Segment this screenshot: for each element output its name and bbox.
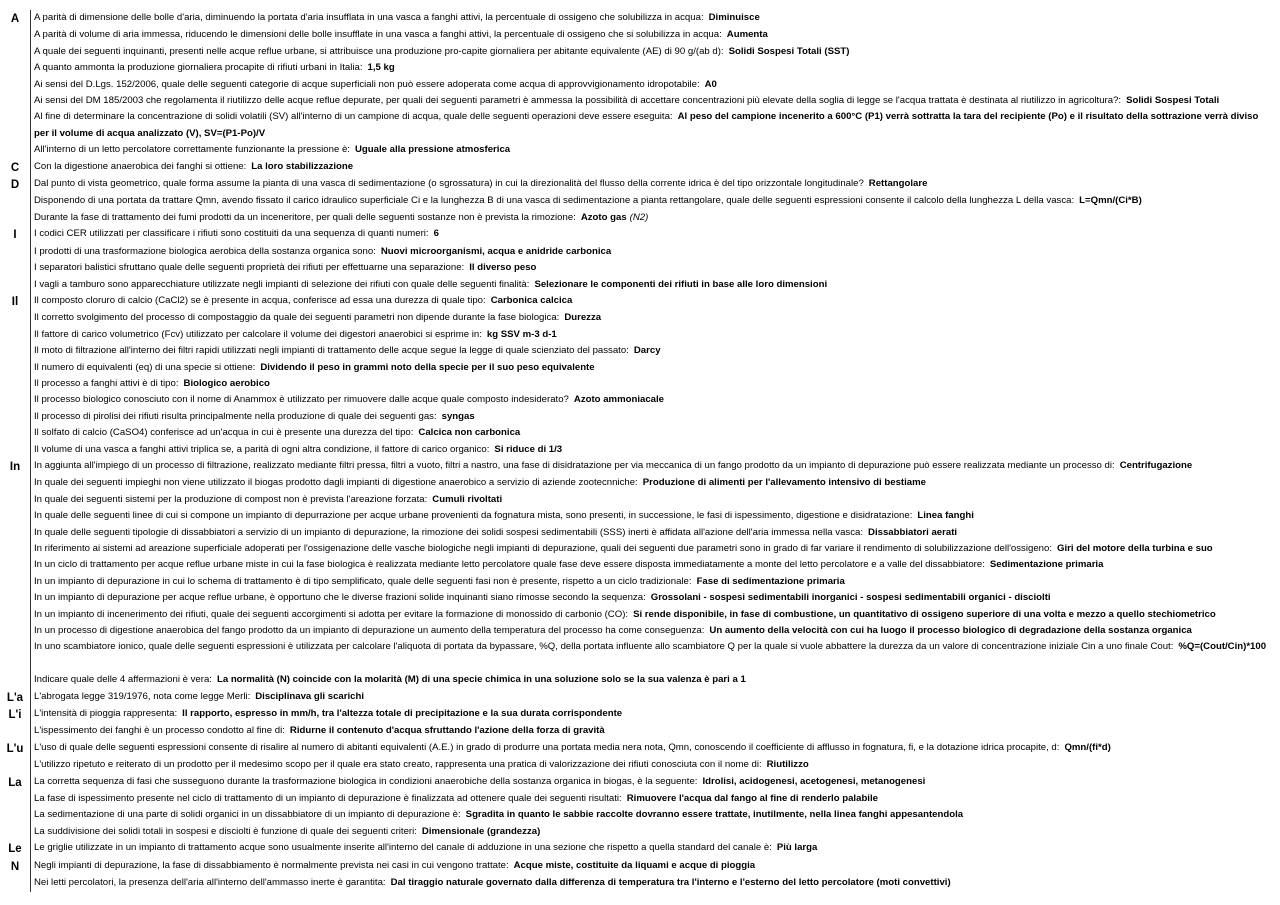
answer-text: Selezionare le componenti dei rifiuti in base alle loro dimensioni bbox=[534, 278, 828, 290]
question-text: La corretta sequenza di fasi che susseguono durante la trasformazione biologica in condizioni anaerobiche della sostanza organica in biogas, è la seguente: bbox=[34, 775, 698, 787]
answer-text: Dimensionale (grandezza) bbox=[421, 825, 541, 837]
qa-row bbox=[0, 858, 1272, 875]
question-text: Il volume di una vasca a fanghi attivi triplica se, a parità di ogni altra condizione, il fattore di carico organico: bbox=[34, 443, 490, 455]
section-letter bbox=[0, 244, 30, 260]
answer-text: Più larga bbox=[776, 842, 818, 854]
qa-row bbox=[0, 757, 1272, 773]
question-text: A quale dei seguenti inquinanti, presenti nelle acque reflue urbane, si attribuisce una produzione pro-capite giornaliera per abitante equivalente (AE) di 90 g/(ab d): bbox=[34, 45, 724, 57]
answer-text: Sedimentazione primaria bbox=[989, 559, 1104, 571]
answer-text: Un aumento della velocità con cui ha luogo il processo biologico di degradazione della sostanza organica bbox=[709, 625, 1192, 637]
section-letter bbox=[0, 27, 30, 43]
section-letter bbox=[0, 210, 30, 226]
qa-row bbox=[0, 557, 1272, 573]
answer-text: Idrolisi, acidogenesi, acetogenesi, metanogenesi bbox=[702, 775, 926, 787]
question-text: In un impianto di depurazione in cui lo schema di trattamento è di tipo semplificato, quale delle seguenti fasi non è presente, rispetto a un ciclo tradizionale: bbox=[34, 575, 692, 587]
qa-entry bbox=[30, 360, 1272, 376]
question-text: Il numero di equivalenti (eq) di una specie si ottiene: bbox=[34, 361, 256, 373]
question-text: L'uso di quale delle seguenti espressioni consente di risalire al numero di abitanti equivalenti (A.E.) in grado di produrre una portata media nera nota, Qmn, conoscendo il coefficiente di afflusso in fognatura, fi, e la dotazione idrica procapite, d: bbox=[34, 741, 1060, 753]
answer-text: Ridurne il contenuto d'acqua sfruttando l'azione della forza di gravità bbox=[289, 725, 605, 737]
qa-row bbox=[0, 840, 1272, 857]
qa-entry bbox=[30, 508, 1272, 524]
qa-entry bbox=[30, 392, 1272, 408]
section-letter bbox=[0, 277, 30, 293]
qa-row bbox=[0, 706, 1272, 723]
section-letter bbox=[0, 623, 30, 639]
qa-row bbox=[0, 689, 1272, 706]
section-letter bbox=[0, 590, 30, 606]
question-text: Negli impianti di depurazione, la fase di dissabbiamento è normalmente prevista nei casi in cui vengono trattate: bbox=[34, 859, 509, 871]
section-letter bbox=[0, 492, 30, 508]
answer-text: La loro stabilizzazione bbox=[251, 160, 354, 172]
qa-row bbox=[0, 541, 1272, 557]
qa-row bbox=[0, 343, 1272, 359]
section-letter bbox=[0, 93, 30, 109]
question-text: La fase di ispessimento presente nel ciclo di trattamento di un impianto di depurazione è finalizzata ad ottenere quale dei seguenti risultati: bbox=[34, 793, 622, 805]
qa-row bbox=[0, 409, 1272, 425]
section-letter bbox=[0, 360, 30, 376]
section-letter bbox=[0, 193, 30, 209]
answer-text: Nuovi microorganismi, acqua e anidride carbonica bbox=[380, 245, 612, 257]
question-text: Il solfato di calcio (CaSO4) conferisce ad un'acqua in cui è presente una durezza del tipo: bbox=[34, 427, 414, 439]
qa-entry bbox=[30, 109, 1272, 142]
section-letter: Le bbox=[8, 843, 22, 856]
qa-entry bbox=[30, 639, 1272, 672]
answer-text: Rimuovere l'acqua dal fango al fine di renderlo palabile bbox=[626, 793, 878, 805]
qa-entry bbox=[30, 260, 1272, 276]
answer-text: Riutilizzo bbox=[766, 759, 809, 771]
section-letter bbox=[0, 409, 30, 425]
section-letter bbox=[0, 442, 30, 458]
qa-entry bbox=[30, 44, 1272, 60]
qa-row bbox=[0, 260, 1272, 276]
question-text: A parità di volume di aria immessa, riducendo le dimensioni delle bolle insufflate in una vasca a fanghi attivi, la percentuale di ossigeno che si solubilizza in acqua: bbox=[34, 29, 722, 41]
answer-text: Il rapporto, espresso in mm/h, tra l'altezza totale di precipitazione e la sua durata corrispondente bbox=[182, 708, 623, 720]
question-text: In riferimento ai sistemi ad areazione superficiale adoperati per l'ossigenazione delle vasche biologiche negli impianti di depurazione, quali dei seguenti due parametri sono in grado di far variare il rendimento di solubilizzazione dell'ossigeno: bbox=[34, 543, 1052, 554]
qa-entry bbox=[30, 458, 1272, 475]
section-letter bbox=[0, 392, 30, 408]
question-text: All'interno di un letto percolatore correttamente funzionante la pressione è: bbox=[34, 144, 350, 156]
question-text: Le griglie utilizzate in un impianto di trattamento acque sono usualmente inserite all'interno del canale di adduzione in una sezione che rispetto a quella standard del canale è: bbox=[34, 842, 772, 854]
qa-entry bbox=[30, 492, 1272, 508]
qa-row bbox=[0, 824, 1272, 840]
question-text: Il processo a fanghi attivi è di tipo: bbox=[34, 377, 179, 389]
question-text: Il corretto svolgimento del processo di compostaggio da quale dei seguenti parametri non dipende durante la fase biologica: bbox=[34, 312, 560, 324]
qa-entry bbox=[30, 807, 1272, 823]
qa-entry bbox=[30, 475, 1272, 491]
question-text: L'ispessimento dei fanghi è un processo condotto al fine di: bbox=[34, 725, 285, 737]
question-text: Nei letti percolatori, la presenza dell'aria all'interno dell'ammasso inerte è garantita: bbox=[34, 877, 386, 889]
qa-row bbox=[0, 60, 1272, 76]
qa-row bbox=[0, 740, 1272, 757]
section-letter bbox=[0, 723, 30, 739]
answer-text: Qmn/(fi*d) bbox=[1064, 741, 1111, 753]
answer-text: Uguale alla pressione atmosferica bbox=[354, 144, 511, 156]
question-text: L'utilizzo ripetuto e reiterato di un prodotto per il medesimo scopo per il quale era stato creato, rappresenta una pratica di valorizzazione dei rifiuti conosciuta con il nome di: bbox=[34, 759, 762, 771]
qa-row bbox=[0, 623, 1272, 639]
qa-row bbox=[0, 193, 1272, 209]
qa-row bbox=[0, 425, 1272, 441]
qa-entry bbox=[30, 706, 1272, 723]
section-letter bbox=[0, 574, 30, 590]
qa-row bbox=[0, 226, 1272, 243]
section-letter bbox=[0, 525, 30, 541]
qa-entry bbox=[30, 774, 1272, 791]
qa-row bbox=[0, 791, 1272, 807]
section-letter bbox=[0, 672, 30, 688]
answer-text: Si rende disponibile, in fase di combustione, un quantitativo di ossigeno superiore di una volta e mezzo a quello stechiometrico bbox=[633, 608, 1216, 620]
question-text: In quale delle seguenti tipologie di dissabbiatori a servizio di un impianto di depurazione, la rimozione dei solidi sospesi sedimentabili (SSS) inerti è affidata all'azione dell'aria immessa nella vasca: bbox=[34, 526, 864, 538]
qa-row bbox=[0, 672, 1272, 688]
qa-row bbox=[0, 590, 1272, 606]
qa-row bbox=[0, 293, 1272, 310]
qa-row bbox=[0, 639, 1272, 672]
qa-entry bbox=[30, 77, 1272, 93]
question-text: I vagli a tamburo sono apparecchiature utilizzate negli impianti di selezione dei rifiuti con quale delle seguenti finalità: bbox=[34, 278, 530, 290]
answer-text: Diminuisce bbox=[708, 12, 760, 23]
question-text: Il composto cloruro di calcio (CaCl2) se è presente in acqua, conferisce ad essa una durezza di quale tipo: bbox=[34, 294, 486, 306]
qa-entry bbox=[30, 689, 1272, 706]
question-text: Il processo biologico conosciuto con il nome di Anammox è utilizzato per rimuovere dalle acque quale composto indesiderato? bbox=[34, 394, 569, 406]
qa-entry bbox=[30, 623, 1272, 639]
qa-row bbox=[0, 244, 1272, 260]
section-letter bbox=[0, 791, 30, 807]
question-text: Il processo di pirolisi dei rifiuti risulta principalmente nella produzione di quale dei seguenti gas: bbox=[34, 410, 437, 422]
question-text: In un impianto di incenerimento dei rifiuti, quale dei seguenti accorgimenti si adotta per evitare la formazione di monossido di carbonio (CO): bbox=[34, 608, 629, 620]
qa-row bbox=[0, 492, 1272, 508]
section-letter: A bbox=[10, 13, 20, 25]
answer-text: kg SSV m-3 d-1 bbox=[486, 328, 557, 340]
question-text: In uno scambiatore ionico, quale delle seguenti espressioni è utilizzata per calcolare l'aliquota di portata da bypassare, %Q, della portata influente allo scambiatore Q per la quale si vuole abbattere la durezza da un valore di concentrazione iniziale Cin a uno finale Cout: bbox=[34, 641, 1174, 653]
qa-row bbox=[0, 525, 1272, 541]
section-letter bbox=[0, 327, 30, 343]
section-letter bbox=[0, 824, 30, 840]
qa-entry bbox=[30, 409, 1272, 425]
qa-row bbox=[0, 574, 1272, 590]
qa-row bbox=[0, 475, 1272, 491]
qa-entry bbox=[30, 226, 1272, 243]
answer-text: Al peso del campione incenerito a 600°C (P1) verrà sottratta la tara del recipiente (Po) e il risultato della sottrazione verrà diviso per il volume di acqua analizzato (V), SV=(P1-Po)/V bbox=[34, 111, 1259, 139]
qa-entry bbox=[30, 875, 1272, 891]
section-letter bbox=[0, 142, 30, 158]
qa-row bbox=[0, 360, 1272, 376]
qa-row bbox=[0, 807, 1272, 823]
qa-entry bbox=[30, 310, 1272, 326]
answer-text: Produzione di alimenti per l'allevamento intensivo di bestiame bbox=[642, 477, 926, 489]
section-letter bbox=[0, 310, 30, 326]
qa-entry bbox=[30, 142, 1272, 158]
answer-text: Rettangolare bbox=[868, 178, 928, 190]
answer-text: 6 bbox=[433, 228, 439, 240]
qa-entry bbox=[30, 442, 1272, 458]
question-text: Indicare quale delle 4 affermazioni è vera: bbox=[34, 674, 212, 686]
qa-entry bbox=[30, 27, 1272, 43]
question-text: L'abrogata legge 319/1976, nota come legge Merli: bbox=[34, 690, 251, 702]
answer-text: Disciplinava gli scarichi bbox=[255, 690, 365, 702]
section-letter bbox=[0, 44, 30, 60]
section-letter: La bbox=[8, 776, 22, 789]
qa-row bbox=[0, 176, 1272, 193]
qa-row bbox=[0, 392, 1272, 408]
qa-entry bbox=[30, 525, 1272, 541]
qa-entry bbox=[30, 176, 1272, 193]
section-letter bbox=[0, 109, 30, 142]
question-text: In aggiunta all'impiego di un processo di filtrazione, realizzato mediante filtri pressa, filtri a vuoto, filtri a nastro, una fase di disidratazione per via meccanica di un fango prodotto da un impianto di depurazione può essere realizzata mediante un processo di: bbox=[34, 459, 1115, 471]
question-text: La sedimentazione di una parte di solidi organici in un dissabbiatore di un impianto di depurazione è: bbox=[34, 809, 461, 821]
qa-entry bbox=[30, 376, 1272, 392]
qa-row bbox=[0, 310, 1272, 326]
answer-text: Grossolani - sospesi sedimentabili inorganici - sospesi sedimentabili organici - disciolti bbox=[650, 592, 1051, 604]
quiz-answer-list bbox=[0, 10, 1272, 892]
qa-entry bbox=[30, 590, 1272, 606]
qa-row bbox=[0, 376, 1272, 392]
question-text: In un ciclo di trattamento per acque reflue urbane miste in cui la fase biologica è realizzata mediante letto percolatore quale fase deve essere disposta immediatamente a monte del letto percolatore e a valle del dissabbiatore: bbox=[34, 559, 985, 571]
qa-row bbox=[0, 142, 1272, 158]
answer-text: Dissabbiatori aerati bbox=[868, 526, 958, 538]
qa-entry bbox=[30, 10, 1272, 27]
qa-entry bbox=[30, 425, 1272, 441]
qa-row bbox=[0, 774, 1272, 791]
answer-text: Cumuli rivoltati bbox=[432, 493, 503, 505]
section-letter bbox=[0, 607, 30, 623]
qa-entry bbox=[30, 60, 1272, 76]
qa-entry bbox=[30, 858, 1272, 875]
section-letter: Il bbox=[11, 295, 19, 308]
answer-text: 1,5 kg bbox=[367, 62, 395, 74]
section-letter bbox=[0, 60, 30, 76]
section-letter bbox=[0, 508, 30, 524]
question-text: In un processo di digestione anaerobica del fango prodotto da un impianto di depurazione un aumento della temperatura del processo ha come conseguenza: bbox=[34, 625, 705, 637]
qa-row bbox=[0, 277, 1272, 293]
section-letter bbox=[0, 343, 30, 359]
qa-entry bbox=[30, 757, 1272, 773]
qa-entry bbox=[30, 557, 1272, 573]
section-letter bbox=[0, 757, 30, 773]
answer-text: Biologico aerobico bbox=[183, 377, 270, 389]
question-text: A quanto ammonta la produzione giornaliera procapite di rifiuti urbani in Italia: bbox=[34, 62, 363, 74]
qa-row bbox=[0, 77, 1272, 93]
answer-text: Carbonica calcica bbox=[490, 294, 573, 306]
qa-entry bbox=[30, 277, 1272, 293]
answer-text: Solidi Sospesi Totali (SST) bbox=[728, 45, 850, 57]
question-text: Dal punto di vista geometrico, quale forma assume la pianta di una vasca di sedimentazione (o sgrossatura) in cui la direzionalità del flusso della corrente idrica è del tipo orizzontale longitudinale? bbox=[34, 178, 864, 190]
section-letter bbox=[0, 541, 30, 557]
qa-entry bbox=[30, 343, 1272, 359]
question-text: Con la digestione anaerobica dei fanghi si ottiene: bbox=[34, 160, 247, 172]
section-letter bbox=[0, 260, 30, 276]
qa-row bbox=[0, 10, 1272, 27]
question-text: Ai sensi del D.Lgs. 152/2006, quale delle seguenti categorie di acque superficiali non può essere adoperata come acqua di approvvigionamento idropotabile: bbox=[34, 78, 700, 90]
qa-row bbox=[0, 723, 1272, 739]
section-letter bbox=[0, 639, 30, 672]
qa-entry bbox=[30, 93, 1272, 109]
qa-entry bbox=[30, 672, 1272, 688]
qa-entry bbox=[30, 293, 1272, 310]
answer-text: Solidi Sospesi Totali bbox=[1126, 95, 1220, 107]
question-text: Disponendo di una portata da trattare Qmn, avendo fissato il carico idraulico superficiale Ci e la lunghezza B di una vasca di sedimentazione a pianta rettangolare, quale delle seguenti espressioni consente il calcolo della lunghezza L della vasca: bbox=[34, 195, 1075, 207]
section-letter: In bbox=[9, 460, 21, 473]
question-text: In quale delle seguenti linee di cui si compone un impianto di depurrazione per acque urbane provenienti da fognatura mista, sono presenti, in successione, le fasi di ispessimento, digestione e disidratazione: bbox=[34, 510, 913, 522]
qa-entry bbox=[30, 574, 1272, 590]
section-letter bbox=[0, 77, 30, 93]
qa-row bbox=[0, 44, 1272, 60]
answer-text: Si riduce di 1/3 bbox=[494, 443, 563, 455]
section-letter: I bbox=[13, 229, 17, 242]
section-letter bbox=[0, 557, 30, 573]
qa-entry bbox=[30, 840, 1272, 857]
answer-text: Giri del motore della turbina e suo bbox=[1057, 543, 1213, 554]
qa-entry bbox=[30, 159, 1272, 176]
answer-text: Centrifugazione bbox=[1119, 459, 1193, 471]
qa-entry bbox=[30, 791, 1272, 807]
question-text: In quale dei seguenti impieghi non viene utilizzato il biogas prodotto dagli impianti di digestione anaerobico a servizio di aziende zootecnniche: bbox=[34, 477, 638, 489]
section-letter: L'a bbox=[6, 691, 24, 704]
qa-entry bbox=[30, 740, 1272, 757]
question-text: Durante la fase di trattamento dei fumi prodotti da un inceneritore, per quali delle seguenti sostanze non è prevista la rimozione: bbox=[34, 211, 576, 223]
question-text: Il moto di filtrazione all'interno dei filtri rapidi utilizzati negli impianti di trattamento delle acque segue la legge di quale scienziato del passato: bbox=[34, 345, 629, 357]
qa-entry bbox=[30, 193, 1272, 209]
section-letter: D bbox=[10, 179, 20, 192]
question-text: Al fine di determinare la concentrazione di solidi volatili (SV) all'interno di un campione di acqua, quale delle seguenti operazioni deve essere eseguita: bbox=[34, 111, 673, 123]
answer-text: Darcy bbox=[633, 345, 661, 357]
section-letter bbox=[0, 875, 30, 891]
section-letter bbox=[0, 376, 30, 392]
section-letter: L'i bbox=[8, 709, 22, 722]
section-letter bbox=[0, 475, 30, 491]
qa-entry bbox=[30, 723, 1272, 739]
question-text: In quale dei seguenti sistemi per la produzione di compost non è prevista l'areazione forzata: bbox=[34, 493, 428, 505]
qa-row bbox=[0, 458, 1272, 475]
answer-text: Acque miste, costituite da liquami e acque di pioggia bbox=[513, 859, 756, 871]
answer-text: Fase di sedimentazione primaria bbox=[696, 575, 845, 587]
answer-text: Sgradita in quanto le sabbie raccolte dovranno essere trattate, inutilmente, nella linea fanghi appesantendola bbox=[465, 809, 964, 821]
answer-text: Durezza bbox=[564, 312, 602, 324]
question-text: I codici CER utilizzati per classificare i rifiuti sono costituiti da una sequenza di quanti numeri: bbox=[34, 228, 429, 240]
answer-text: Calcica non carbonica bbox=[418, 427, 521, 439]
qa-row bbox=[0, 27, 1272, 43]
question-text: L'intensità di pioggia rappresenta: bbox=[34, 708, 178, 720]
answer-note: (N2) bbox=[629, 211, 649, 223]
qa-row bbox=[0, 159, 1272, 176]
qa-row bbox=[0, 508, 1272, 524]
qa-row bbox=[0, 875, 1272, 891]
qa-entry bbox=[30, 244, 1272, 260]
qa-row bbox=[0, 109, 1272, 142]
qa-entry bbox=[30, 541, 1272, 557]
answer-text: Il diverso peso bbox=[469, 262, 537, 274]
qa-entry bbox=[30, 607, 1272, 623]
answer-text: Dividendo il peso in grammi noto della specie per il suo peso equivalente bbox=[260, 361, 595, 373]
answer-text: Azoto gas bbox=[580, 211, 627, 223]
qa-row bbox=[0, 210, 1272, 226]
question-text: In un impianto di depurazione per acque reflue urbane, è opportuno che le diverse frazioni solide inquinanti siano rimosse secondo la sequenza: bbox=[34, 592, 646, 604]
answer-text: La normalità (N) coincide con la molarità (M) di una specie chimica in una soluzione solo se la sua valenza è pari a 1 bbox=[216, 674, 746, 686]
question-text: La suddivisione dei solidi totali in sospesi e disciolti è funzione di quale dei seguenti criteri: bbox=[34, 825, 417, 837]
qa-row bbox=[0, 327, 1272, 343]
question-text: Ai sensi del DM 185/2003 che regolamenta il riutilizzo delle acque reflue depurate, per quali dei seguenti parametri è ammessa la possibilità di accettare concentrazioni più elevate della soglia di legge se l'acqua trattata è destinata al riutilizzo in agricoltura?: bbox=[34, 95, 1122, 107]
question-text: A parità di dimensione delle bolle d'aria, diminuendo la portata d'aria insufflata in una vasca a fanghi attivi, la percentuale di ossigeno che solubilizza in acqua: bbox=[34, 12, 704, 23]
question-text: I prodotti di una trasformazione biologica aerobica della sostanza organica sono: bbox=[34, 245, 376, 257]
question-text: Il fattore di carico volumetrico (Fcv) utilizzato per calcolare il volume dei digestori anaerobici si esprime in: bbox=[34, 328, 482, 340]
answer-text: Aumenta bbox=[726, 29, 768, 41]
qa-entry bbox=[30, 327, 1272, 343]
section-letter: N bbox=[10, 860, 20, 873]
answer-text: Dal tiraggio naturale governato dalla differenza di temperatura tra l'interno e l'esterno del letto percolatore (moti convettivi) bbox=[390, 877, 951, 889]
answer-text: Linea fanghi bbox=[917, 510, 974, 522]
qa-row bbox=[0, 93, 1272, 109]
section-letter bbox=[0, 425, 30, 441]
question-text: I separatori balistici sfruttano quale delle seguenti proprietà dei rifiuti per effettuarne una separazione: bbox=[34, 262, 465, 274]
qa-row bbox=[0, 442, 1272, 458]
answer-text: L=Qmn/(Ci*B) bbox=[1079, 195, 1142, 207]
answer-text: Azoto ammoniacale bbox=[573, 394, 664, 406]
section-letter: C bbox=[10, 161, 20, 174]
answer-text: A0 bbox=[704, 78, 717, 90]
section-letter: L'u bbox=[6, 742, 24, 755]
qa-row bbox=[0, 607, 1272, 623]
section-letter bbox=[0, 807, 30, 823]
qa-entry bbox=[30, 210, 1272, 226]
answer-text: %Q=(Cout/Cin)*100 bbox=[1178, 641, 1267, 653]
answer-text: syngas bbox=[441, 410, 475, 422]
qa-entry bbox=[30, 824, 1272, 840]
